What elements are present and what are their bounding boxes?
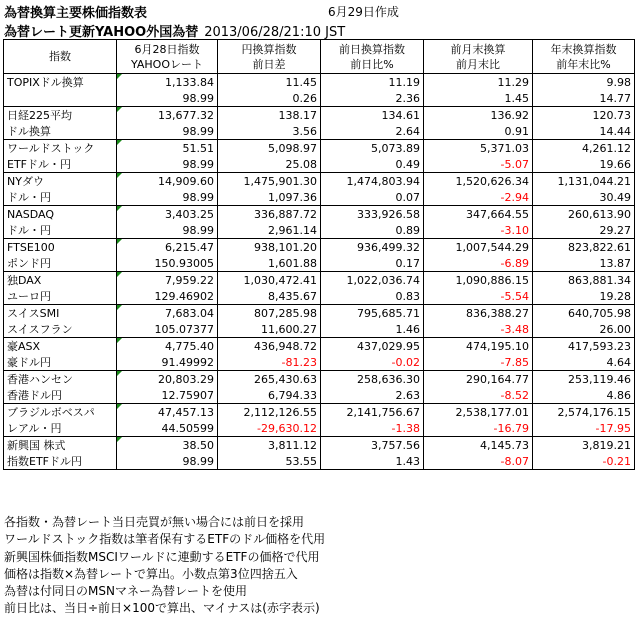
- table-cell: 98.99: [117, 123, 218, 140]
- table-cell: 150.93005: [117, 255, 218, 272]
- column-header: [218, 40, 321, 74]
- table-cell: 2.64: [321, 123, 424, 140]
- table-cell: -6.89: [424, 255, 533, 272]
- index-currency: [4, 90, 117, 107]
- table-cell: 2.36: [321, 90, 424, 107]
- table-cell: 5,073.89: [321, 140, 424, 157]
- table-cell: 1,133.84: [117, 74, 218, 91]
- table-cell: 436,948.72: [218, 338, 321, 355]
- table-cell: 14,909.60: [117, 173, 218, 190]
- update-timestamp: 2013/06/28/21:10 JST: [204, 25, 346, 40]
- index-name: TOPIXドル換算: [4, 74, 117, 91]
- index-name: 独DAX: [4, 272, 117, 289]
- table-cell: -7.85: [424, 354, 533, 371]
- column-header-line: 前年末比%: [556, 57, 611, 71]
- column-header-line: 前日差: [252, 57, 286, 71]
- table-row: [4, 420, 635, 437]
- table-cell: 120.73: [533, 107, 635, 124]
- table-cell: 47,457.13: [117, 404, 218, 421]
- table-cell: 91.49992: [117, 354, 218, 371]
- table-cell: 290,164.77: [424, 371, 533, 388]
- table-row: [4, 206, 635, 223]
- index-name: スイスSMI: [4, 305, 117, 322]
- table-row: [4, 189, 635, 206]
- column-header-line: 円換算指数: [241, 42, 297, 56]
- column-header-line: 前月末換算: [450, 42, 506, 56]
- table-cell: 823,822.61: [533, 239, 635, 256]
- table-cell: -5.07: [424, 156, 533, 173]
- table-cell: 2,538,177.01: [424, 404, 533, 421]
- table-cell: 2,141,756.67: [321, 404, 424, 421]
- table-cell: 1,090,886.15: [424, 272, 533, 289]
- table-cell: -3.10: [424, 222, 533, 239]
- table-cell: 1.46: [321, 321, 424, 338]
- table-row: [4, 305, 635, 322]
- table-cell: 12.75907: [117, 387, 218, 404]
- table-cell: 11.45: [218, 74, 321, 91]
- table-cell: 1,601.88: [218, 255, 321, 272]
- footnote-line: ワールドストック指数は筆者保有するETFのドル価格を代用: [4, 532, 326, 547]
- table-cell: 8,435.67: [218, 288, 321, 305]
- table-cell: 1,474,803.94: [321, 173, 424, 190]
- table-cell: 9.98: [533, 74, 635, 91]
- table-cell: 260,613.90: [533, 206, 635, 223]
- table-cell: 29.27: [533, 222, 635, 239]
- table-row: [4, 156, 635, 173]
- table-cell: 417,593.23: [533, 338, 635, 355]
- table-row: [4, 74, 635, 91]
- table-cell: 26.00: [533, 321, 635, 338]
- table-row: [4, 453, 635, 470]
- table-cell: 4.86: [533, 387, 635, 404]
- index-currency: 豪ドル円: [4, 354, 117, 371]
- index-currency: ユーロ円: [4, 288, 117, 305]
- table-row: [4, 272, 635, 289]
- table-row: [4, 321, 635, 338]
- column-header-line: 6月28日指数: [134, 42, 200, 56]
- table-cell: 2,961.14: [218, 222, 321, 239]
- table-row: [4, 338, 635, 355]
- table-cell: 98.99: [117, 453, 218, 470]
- table-cell: 14.44: [533, 123, 635, 140]
- table-cell: 863,881.34: [533, 272, 635, 289]
- table-cell: 640,705.98: [533, 305, 635, 322]
- table-row: [4, 173, 635, 190]
- index-name: 新興国 株式: [4, 437, 117, 454]
- table-row: [4, 123, 635, 140]
- table-cell: -0.02: [321, 354, 424, 371]
- index-currency: 指数ETFドル円: [4, 453, 117, 470]
- table-row: [4, 387, 635, 404]
- table-cell: 936,499.32: [321, 239, 424, 256]
- table-cell: 2,112,126.55: [218, 404, 321, 421]
- header-row: [4, 40, 635, 74]
- column-header-line: 前日比%: [350, 57, 394, 71]
- table-cell: 938,101.20: [218, 239, 321, 256]
- table-cell: 7,683.04: [117, 305, 218, 322]
- footnote-line: 各指数・為替レート当日売買が無い場合には前日を採用: [4, 515, 305, 529]
- index-name: 香港ハンセン: [4, 371, 117, 388]
- table-cell: 19.66: [533, 156, 635, 173]
- table-row: [4, 437, 635, 454]
- table-cell: 13,677.32: [117, 107, 218, 124]
- table-cell: 19.28: [533, 288, 635, 305]
- table-cell: 14.77: [533, 90, 635, 107]
- table-cell: 105.07377: [117, 321, 218, 338]
- table-cell: 0.49: [321, 156, 424, 173]
- table-cell: 25.08: [218, 156, 321, 173]
- table-cell: 2,574,176.15: [533, 404, 635, 421]
- column-header: [4, 40, 117, 74]
- footnote-line: 価格は指数×為替レートで算出。小数点第3位四捨五入: [4, 566, 298, 581]
- footnote-line: 為替は付同日のMSNマネー為替レートを使用: [4, 584, 247, 599]
- table-cell: 2.63: [321, 387, 424, 404]
- column-header: [321, 40, 424, 74]
- table-cell: 6,794.33: [218, 387, 321, 404]
- table-cell: 265,430.63: [218, 371, 321, 388]
- table-cell: 4.64: [533, 354, 635, 371]
- table-cell: 3,757.56: [321, 437, 424, 454]
- table-cell: 20,803.29: [117, 371, 218, 388]
- table-cell: -17.95: [533, 420, 635, 437]
- table-cell: 129.46902: [117, 288, 218, 305]
- table-cell: 258,636.30: [321, 371, 424, 388]
- table-row: [4, 140, 635, 157]
- table-cell: 1.43: [321, 453, 424, 470]
- table-cell: -0.21: [533, 453, 635, 470]
- table-cell: 98.99: [117, 156, 218, 173]
- table-cell: 333,926.58: [321, 206, 424, 223]
- table-cell: -8.52: [424, 387, 533, 404]
- table-cell: 11.29: [424, 74, 533, 91]
- index-currency: ドル・円: [4, 222, 117, 239]
- table-row: [4, 239, 635, 256]
- column-header: [117, 40, 218, 74]
- created-date: 6月29日作成: [328, 5, 399, 19]
- table-cell: 134.61: [321, 107, 424, 124]
- index-currency: レアル・円: [4, 420, 117, 437]
- table-cell: 1,131,044.21: [533, 173, 635, 190]
- table-cell: -2.94: [424, 189, 533, 206]
- table-cell: 7,959.22: [117, 272, 218, 289]
- page-title: 為替換算主要株価指数表: [4, 6, 148, 21]
- table-cell: 347,664.55: [424, 206, 533, 223]
- index-currency: ETFドル・円: [4, 156, 117, 173]
- table-cell: 1,030,472.41: [218, 272, 321, 289]
- footnotes: [4, 514, 325, 618]
- table-cell: -3.48: [424, 321, 533, 338]
- index-currency: スイスフラン: [4, 321, 117, 338]
- table-row: [4, 255, 635, 272]
- index-name: 日経225平均: [4, 107, 117, 124]
- table-cell: 53.55: [218, 453, 321, 470]
- table-row: [4, 107, 635, 124]
- column-header-line: YAHOOレート: [131, 57, 203, 71]
- table-cell: 1,520,626.34: [424, 173, 533, 190]
- table-cell: 13.87: [533, 255, 635, 272]
- table-row: [4, 222, 635, 239]
- column-header: [424, 40, 533, 74]
- table-cell: 0.83: [321, 288, 424, 305]
- table-row: [4, 90, 635, 107]
- index-name: FTSE100: [4, 239, 117, 256]
- column-header-line: 前日換算指数: [339, 42, 405, 56]
- table-cell: 4,775.40: [117, 338, 218, 355]
- index-name: ブラジルボベスパ: [4, 404, 117, 421]
- table-cell: 30.49: [533, 189, 635, 206]
- table-row: [4, 288, 635, 305]
- table-cell: 98.99: [117, 90, 218, 107]
- table-cell: 4,261.12: [533, 140, 635, 157]
- index-table: [3, 39, 635, 470]
- column-header-line: 年末換算指数: [550, 42, 617, 56]
- index-currency: ドル・円: [4, 189, 117, 206]
- table-cell: 98.99: [117, 189, 218, 206]
- table-cell: 5,098.97: [218, 140, 321, 157]
- column-header-line: 前月末比: [456, 57, 500, 71]
- table-cell: 807,285.98: [218, 305, 321, 322]
- index-name: ワールドストック: [4, 140, 117, 157]
- table-cell: 0.91: [424, 123, 533, 140]
- table-cell: 253,119.46: [533, 371, 635, 388]
- table-cell: 1.45: [424, 90, 533, 107]
- table-cell: -8.07: [424, 453, 533, 470]
- index-currency: ドル換算: [4, 123, 117, 140]
- table-cell: -5.54: [424, 288, 533, 305]
- table-cell: -16.79: [424, 420, 533, 437]
- table-cell: 11.19: [321, 74, 424, 91]
- rate-source-line: [4, 21, 345, 40]
- table-cell: -29,630.12: [218, 420, 321, 437]
- table-cell: 98.99: [117, 222, 218, 239]
- index-name: 豪ASX: [4, 338, 117, 355]
- footnote-line: 新興国株価指数MSCIワールドに連動するETFの価格で代用: [4, 549, 320, 564]
- table-cell: 1,007,544.29: [424, 239, 533, 256]
- table-cell: 836,388.27: [424, 305, 533, 322]
- table-row: [4, 404, 635, 421]
- table-cell: 474,195.10: [424, 338, 533, 355]
- table-cell: 437,029.95: [321, 338, 424, 355]
- table-cell: 38.50: [117, 437, 218, 454]
- footnote-line: 前日比は、当日÷前日×100で算出、マイナスは(赤字表示): [4, 601, 320, 616]
- table-cell: 1,097.36: [218, 189, 321, 206]
- table-cell: 3,403.25: [117, 206, 218, 223]
- table-cell: 0.07: [321, 189, 424, 206]
- table-cell: 4,145.73: [424, 437, 533, 454]
- index-name: NYダウ: [4, 173, 117, 190]
- table-cell: 11,600.27: [218, 321, 321, 338]
- table-cell: 136.92: [424, 107, 533, 124]
- column-header: [533, 40, 635, 74]
- table-cell: 0.26: [218, 90, 321, 107]
- table-cell: 3,811.12: [218, 437, 321, 454]
- table-cell: 3,819.21: [533, 437, 635, 454]
- column-header-line: 指数: [49, 50, 71, 63]
- table-cell: 5,371.03: [424, 140, 533, 157]
- table-cell: 1,022,036.74: [321, 272, 424, 289]
- table-cell: 3.56: [218, 123, 321, 140]
- table-cell: 0.89: [321, 222, 424, 239]
- table-cell: 6,215.47: [117, 239, 218, 256]
- table-cell: -1.38: [321, 420, 424, 437]
- rate-source: 為替レート更新YAHOO外国為替: [4, 25, 199, 40]
- table-row: [4, 354, 635, 371]
- index-name: NASDAQ: [4, 206, 117, 223]
- table-row: [4, 371, 635, 388]
- table-cell: 1,475,901.30: [218, 173, 321, 190]
- table-cell: 51.51: [117, 140, 218, 157]
- table-cell: -81.23: [218, 354, 321, 371]
- table-cell: 336,887.72: [218, 206, 321, 223]
- index-currency: 香港ドル円: [4, 387, 117, 404]
- table-cell: 0.17: [321, 255, 424, 272]
- index-currency: ポンド円: [4, 255, 117, 272]
- table-cell: 138.17: [218, 107, 321, 124]
- table-cell: 795,685.71: [321, 305, 424, 322]
- table-cell: 44.50599: [117, 420, 218, 437]
